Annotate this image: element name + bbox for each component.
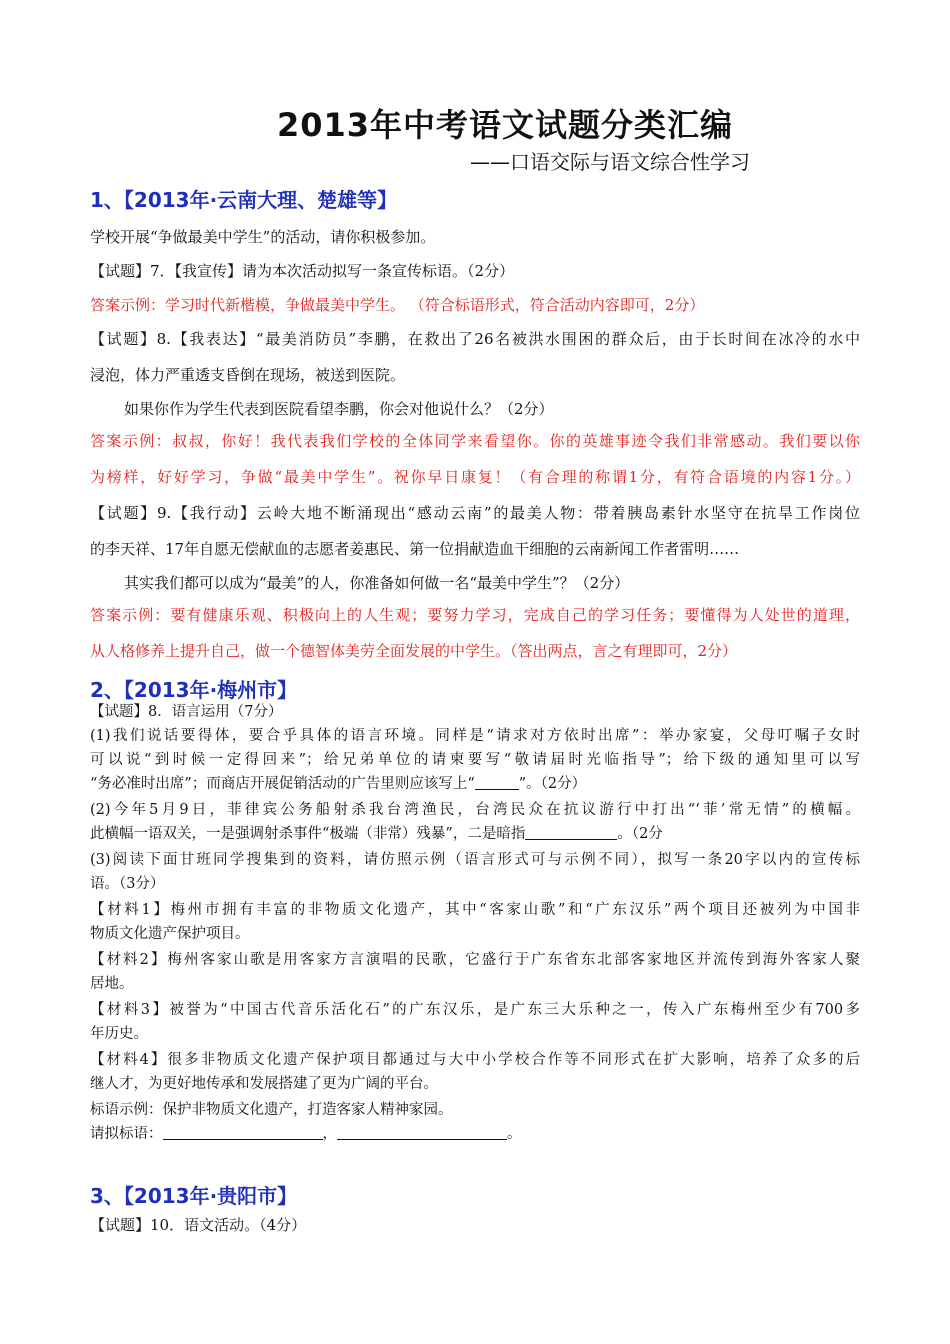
s2-p2-line2-text: 此横幅一语双关，一是强调射杀事件“极端（非常）残暴”，二是暗指 [90, 826, 526, 842]
answer-blank [337, 1125, 507, 1140]
s1-a8-line2: 为榜样，好好学习，争做“最美中学生”。祝你早日康复！（有合理的称谓1分，有符合语境的内容1分。） [90, 468, 860, 486]
s2-slogan-label: 请拟标语： [90, 1126, 163, 1142]
s1-q8-prompt: 如果你作为学生代表到医院看望李鹏，你会对他说什么？（2分） [124, 400, 554, 418]
s2-p2-line1: (2)今年5月9日，菲律宾公务船射杀我台湾渔民，台湾民众在抗议游行中打出“‘菲’常无情”的横幅。 [90, 802, 860, 818]
s2-m4-line1: 【材料4】很多非物质文化遗产保护项目都通过与大中小学校合作等不同形式在扩大影响，培养了众多的后 [90, 1052, 860, 1068]
section-1-heading: 1、【2013年·云南大理、楚雄等】 [90, 188, 398, 212]
s1-intro: 学校开展“争做最美中学生”的活动，请你积极参加。 [90, 228, 436, 246]
s2-p1-line3 [90, 772, 586, 793]
s1-q8-line2: 浸泡，体力严重透支昏倒在现场，被送到医院。 [90, 366, 406, 384]
s3-q10: 【试题】10．语文活动。（4分） [90, 1216, 307, 1234]
s1-q9-line2: 的李天祥、17年自愿无偿献血的志愿者姜惠民、第一位捐献造血干细胞的云南新闻工作者雷明…… [90, 540, 740, 558]
s1-a8-line1: 答案示例：叔叔，你好！我代表我们学校的全体同学来看望你。你的英雄事迹令我们非常感动。我们要以你 [90, 432, 860, 450]
s1-a7: 答案示例：学习时代新楷模，争做最美中学生。 （符合标语形式，符合活动内容即可，2分） [90, 296, 705, 314]
answer-blank [525, 825, 617, 840]
s2-p3-line1: (3)阅读下面甘班同学搜集到的资料，请仿照示例（语言形式可与示例不同），拟写一条20字以内的宣传标 [90, 852, 860, 868]
s2-p1-line2: 可以说“到时候一定得回来”；给兄弟单位的请柬要写“敬请届时光临指导”；给下级的通知里可以写 [90, 752, 860, 768]
s1-q9-line1: 【试题】9.【我行动】云岭大地不断涌现出“感动云南”的最美人物：带着胰岛素针水坚守在抗旱工作岗位 [90, 504, 860, 522]
s2-p2-line2 [90, 822, 663, 843]
s2-m2-line1: 【材料2】梅州客家山歌是用客家方言演唱的民歌，它盛行于广东省东北部客家地区并流传到海外客家人聚 [90, 952, 860, 968]
s2-slogan-answer [90, 1122, 522, 1143]
s1-a9-line2: 从人格修养上提升自己，做一个德智体美劳全面发展的中学生。（答出两点，言之有理即可，2分） [90, 642, 738, 660]
s2-m1-line2: 物质文化遗产保护项目。 [90, 926, 250, 942]
page-subtitle: ——口语交际与语文综合性学习 [470, 150, 750, 174]
s2-m2-line2: 居地。 [90, 976, 134, 992]
answer-blank [163, 1125, 323, 1140]
s2-slogan-end: 。 [507, 1126, 522, 1142]
section-3-heading: 3、【2013年·贵阳市】 [90, 1184, 298, 1208]
s2-m3-line1: 【材料3】被誉为“中国古代音乐活化石”的广东汉乐，是广东三大乐种之一，传入广东梅州至少有700多 [90, 1002, 860, 1018]
s1-q7: 【试题】7．【我宣传】请为本次活动拟写一条宣传标语。（2分） [90, 262, 515, 280]
s1-q9-prompt: 其实我们都可以成为“最美”的人，你准备如何做一名“最美中学生”？（2分） [124, 574, 630, 592]
s2-p3-line2: 语。（3分） [90, 876, 165, 892]
s2-p2-line2-end: 。（2分 [617, 826, 663, 842]
s2-slogan-example: 标语示例：保护非物质文化遗产，打造客家人精神家园。 [90, 1102, 453, 1118]
s1-q8-line1: 【试题】8.【我表达】“最美消防员”李鹏，在救出了26名被洪水围困的群众后，由于长时间在冰冷的水中 [90, 330, 860, 348]
s1-a9-line1: 答案示例：要有健康乐观、积极向上的人生观；要努力学习，完成自己的学习任务；要懂得为人处世的道理， [90, 606, 860, 624]
section-2-heading: 2、【2013年·梅州市】 [90, 678, 298, 702]
s2-m3-line2: 年历史。 [90, 1026, 148, 1042]
page-title: 2013年中考语文试题分类汇编 [276, 106, 734, 144]
s2-m1-line1: 【材料1】梅州市拥有丰富的非物质文化遗产，其中“客家山歌”和“广东汉乐”两个项目还被列为中国非 [90, 902, 860, 918]
s2-m4-line2: 继人才，为更好地传承和发展搭建了更为广阔的平台。 [90, 1076, 438, 1092]
s2-p1-line1: (1)我们说话要得体，要合乎具体的语言环境。同样是“请求对方依时出席”：举办家宴，父母叮嘱子女时 [90, 728, 860, 744]
answer-blank [475, 775, 519, 790]
s2-q8: 【试题】8．语言运用（7分） [90, 704, 283, 720]
s2-slogan-comma: ， [322, 1126, 337, 1142]
s2-p1-line3-end: ”。（2分） [518, 776, 587, 792]
s2-p1-line3-text: “务必准时出席”；而商店开展促销活动的广告里则应该写上“ [90, 776, 475, 792]
